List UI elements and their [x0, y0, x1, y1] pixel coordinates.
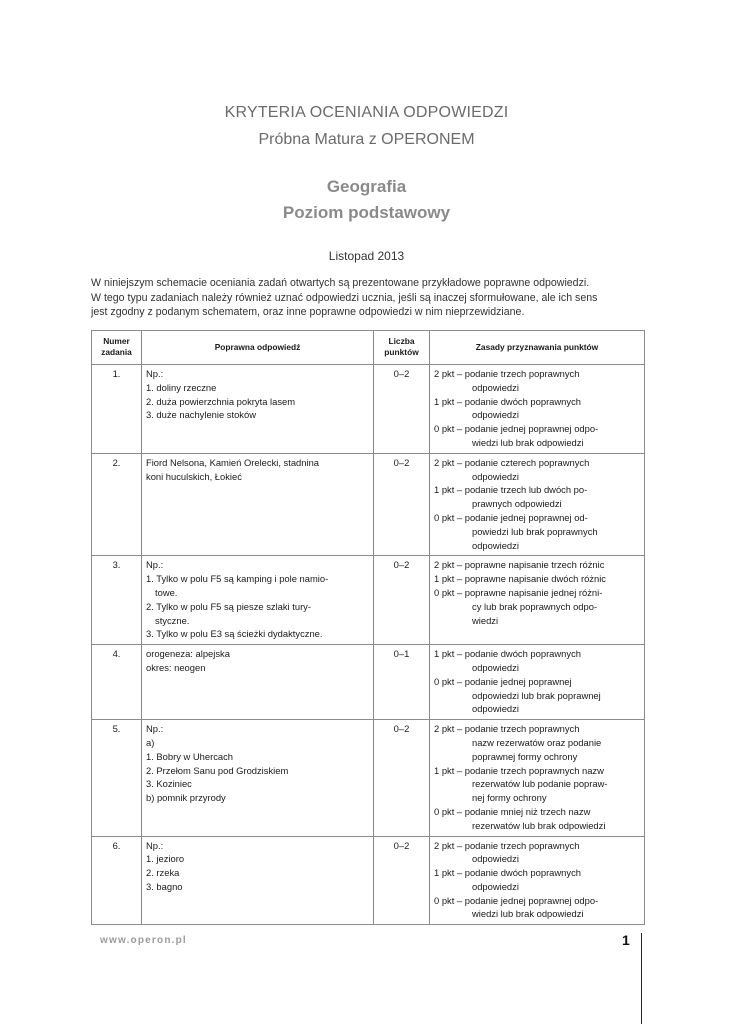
table-body — [92, 365, 645, 925]
scoring-rule-line: cy lub brak poprawnych odpo- — [472, 600, 598, 612]
header-points: Liczba punktów — [374, 331, 430, 365]
table-row — [92, 365, 645, 454]
answer-line: a) — [146, 736, 155, 748]
answer-cell — [142, 836, 374, 925]
answer-line: 2. Przełom Sanu pod Grodziskiem — [146, 764, 289, 776]
answer-line: styczne. — [155, 614, 190, 626]
answer-line: Np.: — [146, 839, 164, 851]
answer-cell — [142, 365, 374, 454]
scoring-rule-line: odpowiedzi — [472, 470, 519, 482]
scoring-rule-line: odpowiedzi — [472, 539, 519, 551]
scoring-rule-line: nej formy ochrony — [472, 792, 547, 804]
table-row — [92, 836, 645, 925]
scoring-rules-cell — [430, 556, 645, 645]
answer-line: orogeneza: alpejska — [146, 648, 230, 660]
scoring-rule-line: odpowiedzi — [472, 880, 519, 892]
scoring-rule-line: 0 pkt – podanie jednej poprawnej odpo- — [434, 894, 599, 906]
intro-paragraph — [91, 276, 651, 320]
intro-line: W niniejszym schemacie oceniania zadań otwartych są prezentowane przykładowe poprawne odpowiedzi. — [91, 277, 590, 289]
scoring-rule-line: 1 pkt – podanie dwóch poprawnych — [434, 395, 581, 407]
points-cell: 0–2 — [374, 365, 430, 454]
answer-line: 3. Tylko w polu E3 są ścieżki dydaktyczne. — [146, 628, 323, 640]
scoring-rules-cell — [430, 836, 645, 925]
task-number-cell: 4. — [92, 645, 142, 720]
table-header-row — [92, 331, 645, 365]
answer-cell — [142, 453, 374, 556]
table-row — [92, 645, 645, 720]
doc-date: Listopad 2013 — [328, 249, 405, 263]
answer-line: towe. — [155, 586, 178, 598]
answer-line: 2. rzeka — [146, 867, 180, 879]
answer-cell — [142, 720, 374, 836]
level-heading: Poziom podstawowy — [282, 203, 451, 222]
scoring-rule-line: odpowiedzi — [472, 661, 519, 673]
scoring-rule-line: odpowiedzi lub brak poprawnej — [472, 689, 601, 701]
task-number-cell: 3. — [92, 556, 142, 645]
table-row — [92, 453, 645, 556]
answer-line: 3. duże nachylenie stoków — [146, 409, 256, 421]
answer-line: Np.: — [146, 559, 164, 571]
doc-subtitle: Próbna Matura z OPERONEM — [258, 131, 475, 148]
scoring-rule-line: 0 pkt – podanie jednej poprawnej odpo- — [434, 423, 599, 435]
scoring-rule-line: odpowiedzi — [472, 703, 519, 715]
header-correct-answer: Poprawna odpowiedź — [142, 331, 374, 365]
scoring-rule-line: powiedzi lub brak poprawnych — [472, 525, 598, 537]
points-cell: 0–2 — [374, 556, 430, 645]
answer-line: 1. Bobry w Uhercach — [146, 750, 234, 762]
scoring-rules-cell — [430, 645, 645, 720]
scoring-rules-cell — [430, 365, 645, 454]
scoring-rule-line: wiedzi lub brak odpowiedzi — [472, 436, 584, 448]
scoring-rule-line: 2 pkt – podanie czterech poprawnych — [434, 456, 590, 468]
scoring-rule-line: rezerwatów lub podanie popraw- — [472, 778, 608, 790]
answer-cell — [142, 645, 374, 720]
scoring-rule-line: 0 pkt – poprawne napisanie jednej różni- — [434, 586, 603, 598]
scoring-rules-cell — [430, 720, 645, 836]
task-number-cell: 2. — [92, 453, 142, 556]
scoring-rule-line: 1 pkt – podanie dwóch poprawnych — [434, 867, 581, 879]
answer-cell — [142, 556, 374, 645]
answer-line: 1. doliny rzeczne — [146, 381, 217, 393]
intro-line: W tego typu zadaniach należy również uznać odpowiedzi ucznia, jeśli są inaczej sformułowane, ale ich sens — [91, 291, 598, 304]
footer-url: www.operon.pl — [100, 935, 187, 946]
scoring-rule-line: 2 pkt – poprawne napisanie trzech różnic — [434, 559, 605, 571]
answer-line: 1. jezioro — [146, 853, 185, 865]
subject-heading: Geografia — [326, 177, 407, 196]
scoring-rule-line: nazw rezerwatów oraz podanie — [472, 736, 602, 748]
scoring-rule-line: 1 pkt – poprawne napisanie dwóch różnic — [434, 573, 606, 585]
doc-title: KRYTERIA OCENIANIA ODPOWIEDZI — [224, 104, 509, 121]
scoring-rule-line: 2 pkt – podanie trzech poprawnych — [434, 368, 580, 379]
grading-table — [91, 330, 645, 925]
answer-line: 2. Tylko w polu F5 są piesze szlaki tury- — [146, 600, 311, 612]
scoring-rule-line: odpowiedzi — [472, 853, 519, 865]
scoring-rule-line: prawnych odpowiedzi — [472, 498, 562, 510]
page-number: 1 — [622, 932, 630, 948]
scoring-rule-line: 0 pkt – podanie mniej niż trzech nazw — [434, 805, 591, 817]
margin-rule — [641, 933, 642, 1024]
points-cell: 0–2 — [374, 720, 430, 836]
scoring-rule-line: 2 pkt – podanie trzech poprawnych — [434, 723, 580, 735]
table-row — [92, 720, 645, 836]
answer-line: 3. bagno — [146, 880, 183, 892]
points-cell: 0–2 — [374, 836, 430, 925]
answer-line: 3. Koziniec — [146, 778, 192, 790]
table-row — [92, 556, 645, 645]
task-number-cell: 6. — [92, 836, 142, 925]
scoring-rule-line: rezerwatów lub brak odpowiedzi — [472, 819, 606, 831]
answer-line: Fiord Nelsona, Kamień Orelecki, stadnina — [146, 456, 319, 468]
answer-line: Np.: — [146, 723, 164, 735]
answer-line: 2. duża powierzchnia pokryta lasem — [146, 395, 296, 407]
scoring-rule-line: 1 pkt – podanie dwóch poprawnych — [434, 648, 581, 660]
answer-line: Np.: — [146, 368, 164, 379]
task-number-cell: 1. — [92, 365, 142, 454]
task-number-cell: 5. — [92, 720, 142, 836]
scoring-rule-line: 2 pkt – podanie trzech poprawnych — [434, 839, 580, 851]
scoring-rule-line: 0 pkt – podanie jednej poprawnej — [434, 675, 572, 687]
points-cell: 0–1 — [374, 645, 430, 720]
scoring-rule-line: odpowiedzi — [472, 381, 519, 393]
scoring-rule-line: 1 pkt – podanie trzech lub dwóch po- — [434, 484, 588, 496]
scoring-rule-line: 0 pkt – podanie jednej poprawnej od- — [434, 511, 588, 523]
scoring-rule-line: 1 pkt – podanie trzech poprawnych nazw — [434, 764, 604, 776]
header-scoring-rules: Zasady przyznawania punktów — [430, 331, 645, 365]
scoring-rules-cell — [430, 453, 645, 556]
scoring-rule-line: odpowiedzi — [472, 409, 519, 421]
scoring-rule-line: wiedzi lub brak odpowiedzi — [472, 908, 584, 920]
answer-line: okres: neogen — [146, 661, 206, 673]
answer-line: 1. Tylko w polu F5 są kamping i pole namio- — [146, 573, 329, 585]
answer-line: b) pomnik przyrody — [146, 792, 226, 804]
points-cell: 0–2 — [374, 453, 430, 556]
scoring-rule-line: wiedzi — [472, 614, 499, 626]
intro-line: jest zgodny z podanym schematem, oraz inne poprawne odpowiedzi w nim nieprzewidziane. — [91, 306, 525, 318]
scoring-rule-line: poprawnej formy ochrony — [472, 750, 578, 762]
answer-line: koni huculskich, Łokieć — [146, 470, 242, 482]
header-task-number: Numer zadania — [92, 331, 142, 365]
